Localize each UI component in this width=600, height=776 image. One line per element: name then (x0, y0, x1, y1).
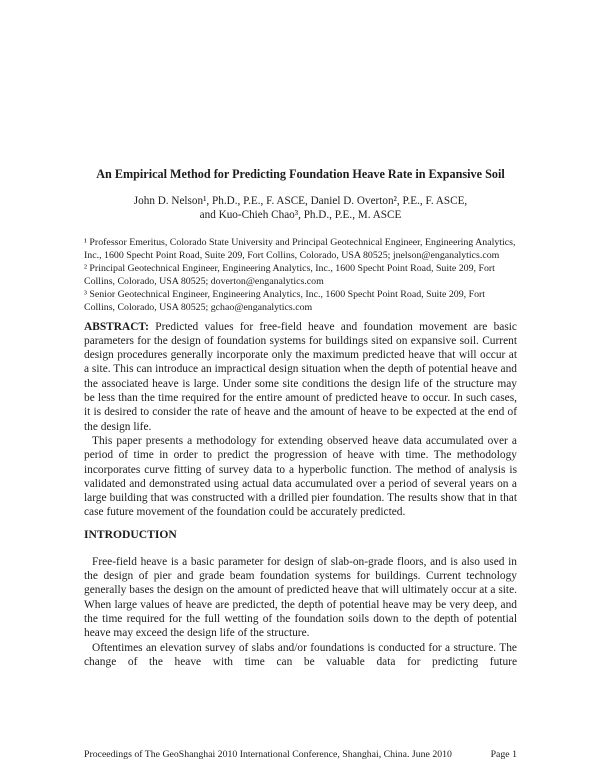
footer-proceedings-text: Proceedings of The GeoShanghai 2010 International Conference, Shanghai, China. June 2010 (84, 749, 452, 760)
page-footer (84, 749, 517, 761)
introduction-paragraph-2: Oftentimes an elevation survey of slabs and/or foundations is conducted for a structure. The change of the heave with time can be valuable data for predicting future (84, 641, 517, 668)
footer-page-number: Page 1 (490, 749, 517, 760)
author-line-1: John D. Nelson¹, Ph.D., P.E., F. ASCE, Daniel D. Overton², P.E., F. ASCE, (133, 195, 468, 207)
paper-title: An Empirical Method for Predicting Foundation Heave Rate in Expansive Soil (96, 167, 505, 181)
abstract-paragraph-1-text: Predicted values for free-field heave and foundation movement are basic parameters for the design of foundation systems for buildings sited on expansive soil. Current design procedures generally incorporate only the maximum predicted heave that will occur at a site. This can introduce an impractical design situation when the depth of potential heave and the associated heave is large. Under some site conditions the design life of the structure may be less than the time required for the entire amount of predicted heave to occur. In such cases, it is desired to consider the rate of heave and the amount of heave to be expected at the end of the design life. (84, 320, 517, 433)
author-block (84, 194, 517, 222)
paper-content-column (84, 0, 517, 669)
footnote-affiliation-2: ² Principal Geotechnical Engineer, Engineering Analytics, Inc., 1600 Specht Point Road, Suite 209, Fort Collins, Colorado, USA 80525; doverton@enganalytics.com (84, 263, 495, 288)
introduction-paragraph-1: Free-field heave is a basic parameter for design of slab-on-grade floors, and is also used in the design of pier and grade beam foundation systems for buildings. Current technology generally bases the design on the amount of predicted heave that will ultimately occur at a site. When large values of heave are predicted, the depth of potential heave may be very deep, and the time required for the full wetting of the foundation soils down to the depth of potential heave may exceed the design life of the structure. (84, 555, 517, 640)
footnote-affiliation-3: ³ Senior Geotechnical Engineer, Engineering Analytics, Inc., 1600 Specht Point Road, Suite 209, Fort Collins, Colorado, USA 80525; gchao@enganalytics.com (84, 289, 486, 314)
author-line-2: and Kuo-Chieh Chao³, Ph.D., P.E., M. ASCE (199, 209, 402, 221)
abstract-paragraph-1 (84, 320, 517, 434)
footnote-affiliation-1: ¹ Professor Emeritus, Colorado State University and Principal Geotechnical Engineer, Engineering Analytics, Inc., 1600 Specht Point Road, Suite 209, Fort Collins, Colorado, USA 80525; jnelson@enganalytics.com (84, 237, 516, 262)
abstract-label: ABSTRACT: (84, 320, 149, 333)
section-heading-introduction: INTRODUCTION (84, 527, 177, 541)
abstract-paragraph-2: This paper presents a methodology for extending observed heave data accumulated over a period of time in order to predict the progression of heave with time. The methodology incorporates curve fitting of survey data to a hyperbolic function. The method of analysis is validated and demonstrated using actual data accumulated over a period of several years on a large building that was constructed with a drilled pier foundation. The results show that in that case future movement of the foundation could be accurately predicted. (84, 434, 517, 519)
affiliation-footnotes (84, 236, 517, 315)
